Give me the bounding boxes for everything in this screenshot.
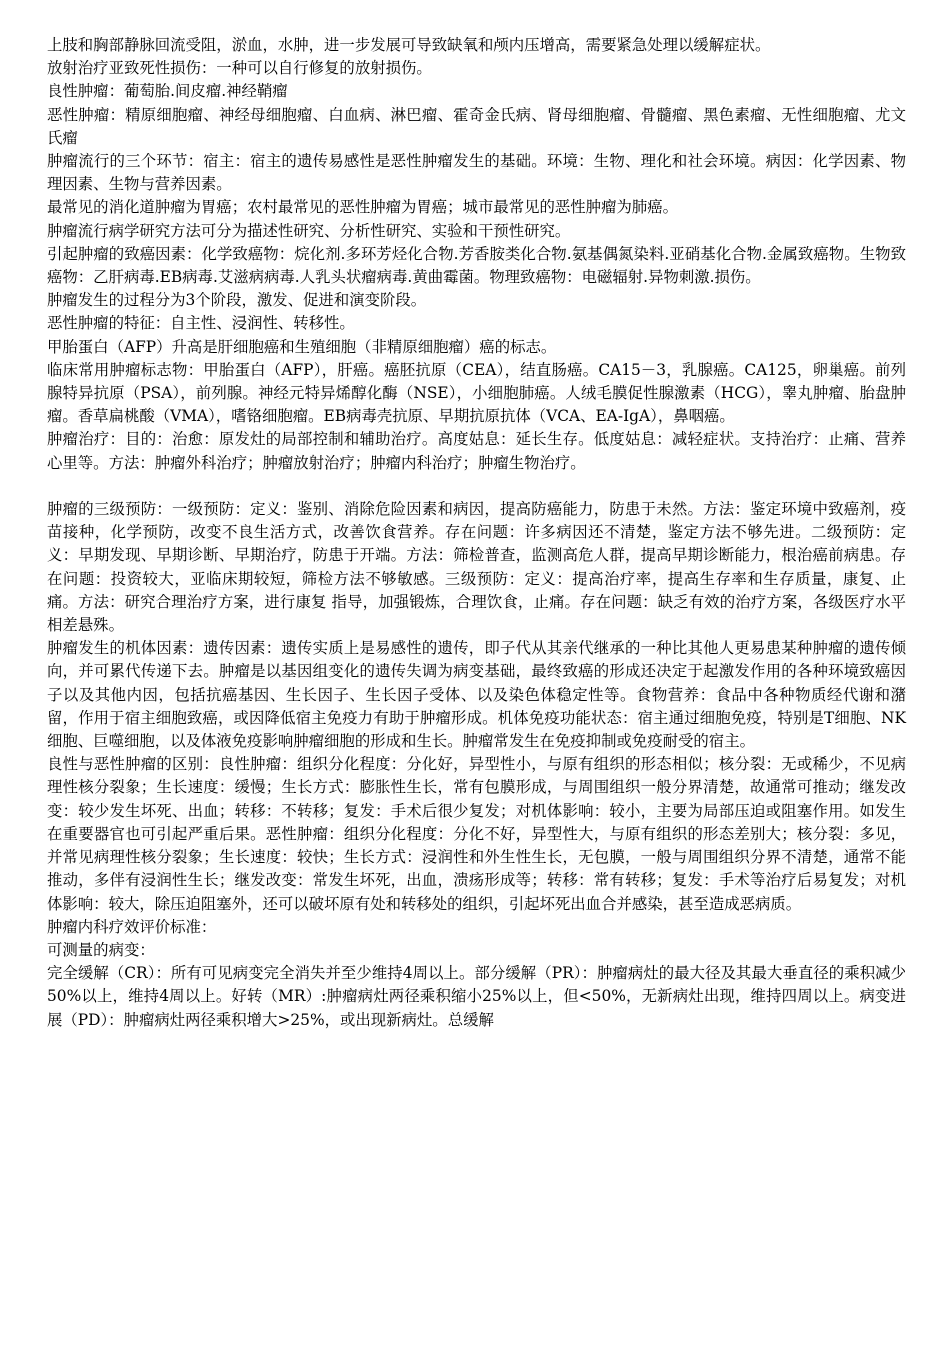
paragraph-carcinogens: 引起肿瘤的致癌因素：化学致癌物：烷化剂.多环芳烃化合物.芳香胺类化合物.氨基偶氮染料.亚硝基化合物.金属致癌物。生物致癌物：乙肝病毒.EB病毒.艾滋病病毒.人乳头状瘤病毒.黄曲霉菌。物理致癌物：电磁辐射.异物刺激.损伤。 [47,244,906,287]
paragraph-common-cancers: 最常见的消化道肿瘤为胃癌；农村最常见的恶性肿瘤为胃癌；城市最常见的恶性肿瘤为肺癌。 [47,198,679,217]
paragraph-stages: 肿瘤发生的过程分为3个阶段，激发、促进和演变阶段。 [47,291,427,310]
paragraph-research-methods: 肿瘤流行病学研究方法可分为描述性研究、分析性研究、实验和干预性研究。 [47,221,571,240]
paragraph-measurable-lesions: 可测量的病变： [47,940,155,959]
paragraph-three-level-prevention: 肿瘤的三级预防：一级预防：定义：鉴别、消除危险因素和病因，提高防癌能力，防患于未然。方法：鉴定环境中致癌剂，疫苗接种，化学预防，改变不良生活方式，改善饮食营养。存在问题：许多病因还不清楚，鉴定方法不够先进。二级预防：定义：早期发现、早期诊断、早期治疗，防患于开端。方法：筛检普查，监测高危人群，提高早期诊断能力，根治癌前病患。存在问题：投资较大，亚临床期较短，筛检方法不够敏感。三级预防：定义：提高治疗率，提高生存率和生存质量，康复、止痛。方法：研究合理治疗方案，进行康复 指导，加强锻炼，合理饮食，止痛。存在问题：缺乏有效的治疗方案，各级医疗水平相差悬殊。 [47,500,906,635]
paragraph-sublethal-damage: 放射治疗亚致死性损伤：一种可以自行修复的放射损伤。 [47,59,432,78]
paragraph-malignant-tumors: 恶性肿瘤：精原细胞瘤、神经母细胞瘤、白血病、淋巴瘤、霍奇金氏病、肾母细胞瘤、骨髓瘤、黑色素瘤、无性细胞瘤、尤文氏瘤 [47,105,906,147]
paragraph-benign-vs-malignant: 良性与恶性肿瘤的区别：良性肿瘤：组织分化程度：分化好，异型性小，与原有组织的形态相似；核分裂：无或稀少，不见病理性核分裂象；生长速度：缓慢；生长方式：膨胀性生长，常有包膜形成，与周围组织一般分界清楚，故通常可推动；继发改变：较少发生坏死、出血；转移：不转移；复发：手术后很少复发；对机体影响：较小，主要为局部压迫或阻塞作用。如发生在重要器官也可引起严重后果。恶性肿瘤：组织分化程度：分化不好，异型性大，与原有组织的形态差别大；核分裂：多见，并常见病理性核分裂象；生长速度：较快；生长方式：浸润性和外生性生长，无包膜，一般与周围组织分界不清楚，通常不能推动，多伴有浸润性生长；继发改变：常发生坏死，出血，溃疡形成等；转移：常有转移；复发：手术等治疗后易复发；对机体影响：较大，除压迫阻塞外，还可以破坏原有处和转移处的组织，引起坏死出血合并感染，甚至造成恶病质。 [47,755,906,913]
paragraph-malignant-features: 恶性肿瘤的特征：自主性、浸润性、转移性。 [47,314,355,333]
paragraph-response-definitions: 完全缓解（CR）：所有可见病变完全消失并至少维持4周以上。部分缓解（PR）：肿瘤病灶的最大径及其最大垂直径的乘积减少50%以上，维持4周以上。好转（MR）:肿瘤病灶两径乘积缩小25%以上，但<50%，无新病灶出现，维持四周以上。病变进展（PD）：肿瘤病灶两径乘积增大>25%，或出现新病灶。总缓解 [47,964,906,1029]
paragraph-svc-syndrome: 上肢和胸部静脉回流受阻，淤血，水肿，进一步发展可导致缺氧和颅内压增高，需要紧急处理以缓解症状。 [47,36,771,54]
blank-line [47,475,906,498]
paragraph-treatment: 肿瘤治疗：目的：治愈：原发灶的局部控制和辅助治疗。高度姑息：延长生存。低度姑息：减轻症状。支持治疗：止痛、营养心里等。方法：肿瘤外科治疗；肿瘤放射治疗；肿瘤内科治疗；肿瘤生物治疗。 [47,430,906,472]
paragraph-host-factors: 肿瘤发生的机体因素：遗传因素：遗传实质上是易感性的遗传，即子代从其亲代继承的一种比其他人更易患某种肿瘤的遗传倾向，并可累代传递下去。肿瘤是以基因组变化的遗传失调为病变基础，最终致癌的形成还决定于起激发作用的各种环境致癌因子以及其他内因，包括抗癌基因、生长因子、生长因子受体、以及染色体稳定性等。食物营养：食品中各种物质经代谢和潴留，作用于宿主细胞致癌，或因降低宿主免疫力有助于肿瘤形成。机体免疫功能状态：宿主通过细胞免疫，特别是T细胞、NK细胞、巨噬细胞，以及体液免疫影响肿瘤细胞的形成和生长。肿瘤常发生在免疫抑制或免疫耐受的宿主。 [47,639,906,751]
paragraph-epidemic-links: 肿瘤流行的三个环节：宿主：宿主的遗传易感性是恶性肿瘤发生的基础。环境：生物、理化和社会环境。病因：化学因素、物理因素、生物与营养因素。 [47,152,906,194]
paragraph-tumor-markers: 临床常用肿瘤标志物：甲胎蛋白（AFP），肝癌。癌胚抗原（CEA），结直肠癌。CA15－3，乳腺癌。CA125，卵巢癌。前列腺特异抗原（PSA），前列腺。神经元特异烯醇化酶（NSE），小细胞肺癌。人绒毛膜促性腺激素（HCG），睾丸肿瘤、胎盘肿瘤。香草扁桃酸（VMA），嗜铬细胞瘤。EB病毒壳抗原、早期抗原抗体（VCA、EA-IgA），鼻咽癌。 [47,360,906,426]
paragraph-efficacy-criteria-heading: 肿瘤内科疗效评价标准： [47,917,217,936]
paragraph-benign-tumors: 良性肿瘤：葡萄胎.间皮瘤.神经鞘瘤 [47,82,288,101]
paragraph-afp: 甲胎蛋白（AFP）升高是肝细胞癌和生殖细胞（非精原细胞瘤）癌的标志。 [47,337,557,356]
